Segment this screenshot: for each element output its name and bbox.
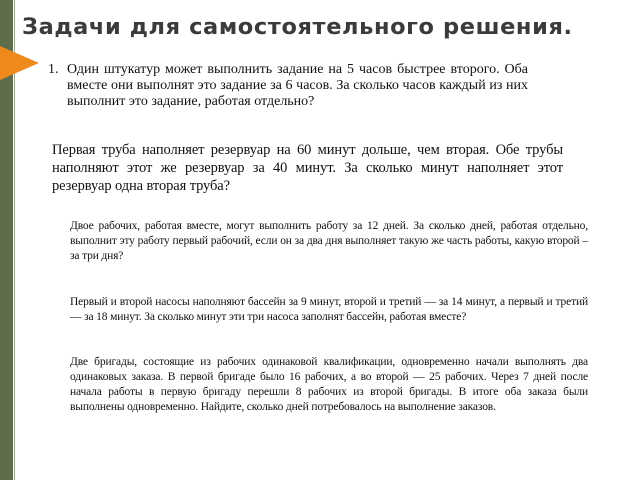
task-4-text: Первый и второй насосы наполняют бассейн за 9 минут, второй и третий — за 14 минут, а первый и третий — за 18 минут. За сколько минут эти три насоса заполнят бассейн, работая вместе? [70, 296, 588, 323]
task-2-text: Первая труба наполняет резервуар на 60 минут дольше, чем вторая. Обе трубы наполняют этот же резервуар за 40 минут. За сколько минут наполняет этот резервуар одна вторая труба? [52, 142, 563, 194]
slide-title: Задачи для самостоятельного решения. [22, 14, 573, 40]
task-1 [48, 62, 528, 110]
orange-arrow-icon [0, 46, 39, 80]
task-3-text: Двое рабочих, работая вместе, могут выполнить работу за 12 дней. За сколько дней, работая отдельно, выполнит эту работу первый рабочий, если он за два дня выполняет такую же часть работы, какую второй – за три дня? [70, 220, 588, 262]
task-1-number: 1. [48, 62, 59, 77]
task-1-text: Один штукатур может выполнить задание на 5 часов быстрее второго. Оба вместе они выполнят это задание за 6 часов. За сколько часов каждый из них выполнит это задание, работая отдельно? [67, 62, 528, 109]
task-5-text: Две бригады, состоящие из рабочих одинаковой квалификации, одновременно начали выполнять два одинаковых заказа. В первой бригаде было 16 рабочих, а во второй — 25 рабочих. Через 7 дней после начала работы в первую бригаду перешли 8 рабочих из второй бригады. В итоге оба заказа были выполнены одновременно. Найдите, сколько дней потребовалось на выполнение заказов. [70, 356, 588, 413]
